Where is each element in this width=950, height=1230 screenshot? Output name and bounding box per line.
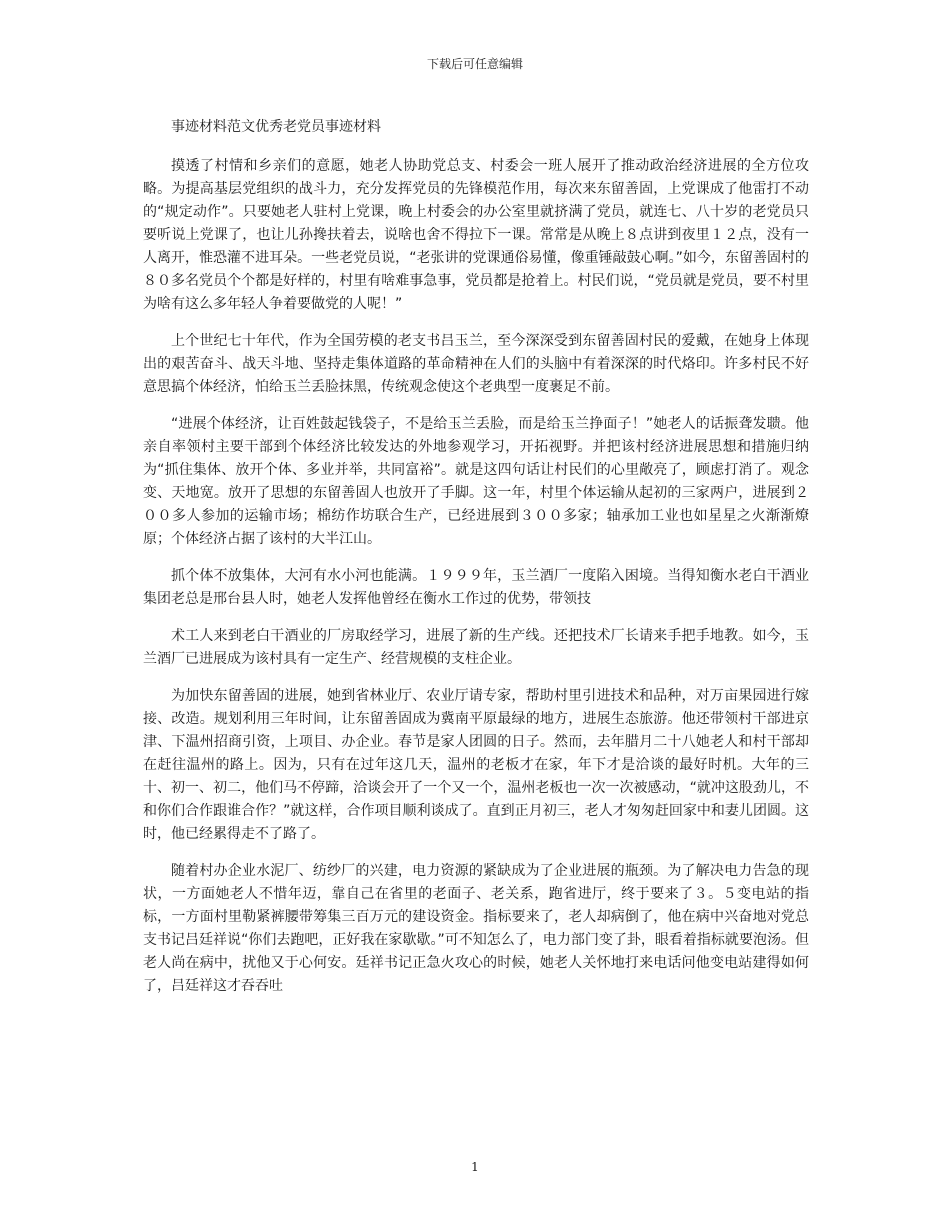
document-title: 事迹材料范文优秀老党员事迹材料 xyxy=(171,119,381,135)
paragraph: 为加快东留善固的进展，她到省林业厅、农业厅请专家，帮助村里引进技术和品种，对万亩果园进行嫁接、改造。规划利用三年时间，让东留善固成为冀南平原最绿的地方，进展生态旅游。他还带领村干部进京津、下温州招商引资，上项目、办企业。春节是家人团圆的日子。然而，去年腊月二十八她老人和村干部却在赶往温州的路上。因为，只有在过年这几天，温州的老板才在家，年下才是洽谈的最好时机。大年的三十、初一、初二，他们马不停蹄，洽谈会开了一个又一个，温州老板也一次一次被感动，“就冲这股劲儿，不和你们合作跟谁合作？”就这样，合作项目顺利谈成了。直到正月初三，老人才匆匆赶回家中和妻儿团圆。这时，他已经累得走不了路了。 xyxy=(143,688,809,842)
page-header: 下载后可任意编辑 xyxy=(426,57,523,71)
paragraph: 术工人来到老白干酒业的厂房取经学习，进展了新的生产线。还把技术厂长请来手把手地教。如今，玉兰酒厂已进展成为该村具有一定生产、经营规模的支柱企业。 xyxy=(143,628,809,667)
document-body xyxy=(143,106,809,1012)
page-number: 1 xyxy=(471,1160,479,1174)
paragraph: “进展个体经济，让百姓鼓起钱袋子，不是给玉兰丢脸，而是给玉兰挣面子！”她老人的话振聋发聩。他亲自率领村主要干部到个体经济比较发达的外地参观学习，开拓视野。并把该村经济进展思想和措施归纳为“抓住集体、放开个体、多业并举，共同富裕”。就是这四句话让村民们的心里敞亮了，顾虑打消了。观念变、天地宽。放开了思想的东留善固人也放开了手脚。这一年，村里个体运输从起初的三家两户，进展到２００多人参加的运输市场；棉纺作坊联合生产，已经进展到３００多家；轴承加工业也如星星之火渐渐燎原；个体经济占据了该村的大半江山。 xyxy=(143,416,809,547)
paragraph: 随着村办企业水泥厂、纺纱厂的兴建，电力资源的紧缺成为了企业进展的瓶颈。为了解决电力告急的现状，一方面她老人不惜年迈，靠自己在省里的老面子、老关系，跑省进厅，终于要来了３。５变电站的指标，一方面村里勒紧裤腰带筹集三百万元的建设资金。指标要来了，老人却病倒了，他在病中兴奋地对党总支书记吕廷祥说“你们去跑吧，正好我在家歇歇。”可不知怎么了，电力部门变了卦，眼看着指标就要泡汤。但老人尚在病中，扰他又于心何安。廷祥书记正急火攻心的时候，她老人关怀地打来电话问他变电站建得如何了，吕廷祥这才吞吞吐 xyxy=(143,863,809,994)
paragraph: 上个世纪七十年代，作为全国劳模的老支书吕玉兰，至今深深受到东留善固村民的爱戴，在她身上体现出的艰苦奋斗、战天斗地、坚持走集体道路的革命精神在人们的头脑中有着深深的时代烙印。许多村民不好意思搞个体经济，怕给玉兰丢脸抹黑，传统观念使这个老典型一度裹足不前。 xyxy=(143,333,809,395)
paragraph: 摸透了村情和乡亲们的意愿，她老人协助党总支、村委会一班人展开了推动政治经济进展的全方位攻略。为提高基层党组织的战斗力，充分发挥党员的先锋模范作用，每次来东留善固，上党课成了他雷打不动的“规定动作”。只要她老人驻村上党课，晚上村委会的办公室里就挤满了党员，就连七、八十岁的老党员只要听说上党课了，也让儿孙搀扶着去，说啥也舍不得拉下一课。常常是从晚上８点讲到夜里１２点，没有一人离开，惟恐灌不进耳朵。一些老党员说，“老张讲的党课通俗易懂，像重锤敲鼓心啊。”如今，东留善固村的８０多名党员个个都是好样的，村里有啥难事急事，党员都是抢着上。村民们说，“党员就是党员，要不村里为啥有这么多年轻人争着要做党的人呢！” xyxy=(143,158,809,312)
paragraph: 抓个体不放集体，大河有水小河也能满。１９９９年，玉兰酒厂一度陷入困境。当得知衡水老白干酒业集团老总是邢台县人时，她老人发挥他曾经在衡水工作过的优势，带领技 xyxy=(143,568,809,607)
